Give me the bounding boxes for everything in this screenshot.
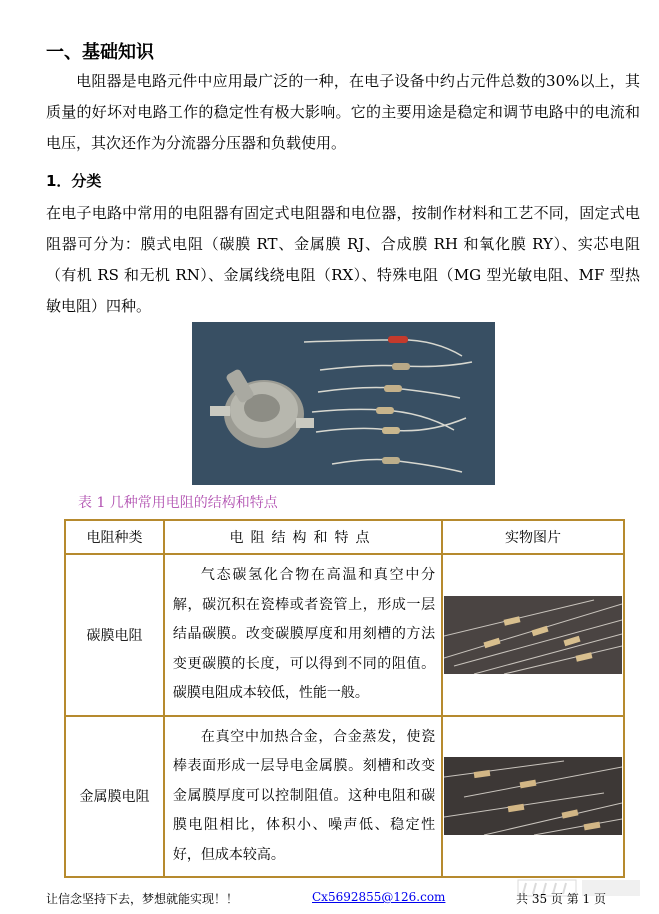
carbon-film-resistor-image <box>444 596 622 674</box>
watermark-logo <box>516 876 644 900</box>
table-caption: 表 1 几种常用电阻的结构和特点 <box>78 495 278 511</box>
intro-paragraph: 电阻器是电路元件中应用最广泛的一种，在电子设备中约占元件总数的30%以上，其质量的好坏对电路工作的稳定性有极大影响。它的主要用途是稳定和调节电路中的电流和电压，其次还作为分流器分压器和负载使用。 <box>46 72 640 152</box>
header-photo: 实物图片 <box>442 520 624 554</box>
header-kind: 电阻种类 <box>65 520 164 554</box>
row-kind: 碳膜电阻 <box>65 554 164 716</box>
footer-email-link[interactable]: Cx5692855@126.com <box>312 890 446 904</box>
classification-paragraph: 在电子电路中常用的电阻器有固定式电阻器和电位器，按制作材料和工艺不同，固定式电阻器可分为：膜式电阻（碳膜 RT、金属膜 RJ、合成膜 RH 和氧化膜 RY）、实芯电阻（有机 RS 和无机 RN）、金属线绕电阻（RX）、特殊电阻（MG 型光敏电阻、MF 型热敏电阻）四种。 <box>46 204 640 315</box>
table-row <box>65 716 624 878</box>
table-row <box>65 554 624 716</box>
resistor-photo <box>192 322 495 485</box>
row-photo <box>442 554 624 716</box>
table-header-row <box>65 520 624 554</box>
subsection-title: 1．分类 <box>46 172 102 190</box>
section-title: 一、基础知识 <box>46 42 154 63</box>
row-description: 气态碳氢化合物在高温和真空中分解，碳沉积在瓷棒或者瓷管上，形成一层结晶碳膜。改变碳膜厚度和用刻槽的方法变更碳膜的长度，可以得到不同的阻值。碳膜电阻成本较低，性能一般。 <box>164 554 442 716</box>
row-description: 在真空中加热合金，合金蒸发，使瓷棒表面形成一层导电金属膜。刻槽和改变金属膜厚度可以控制阻值。这种电阻和碳膜电阻相比，体积小、噪声低、稳定性好，但成本较高。 <box>164 716 442 878</box>
header-structure: 电阻结构和特点 <box>164 520 442 554</box>
footer-page-info: 共 35 页 第 1 页 <box>516 892 606 906</box>
resistor-photo-image <box>192 322 495 485</box>
footer-motto: 让信念坚持下去，梦想就能实现！！ <box>46 892 239 906</box>
row-kind: 金属膜电阻 <box>65 716 164 878</box>
metal-film-resistor-image <box>444 757 622 835</box>
resistor-table <box>64 519 625 878</box>
row-photo <box>442 716 624 878</box>
